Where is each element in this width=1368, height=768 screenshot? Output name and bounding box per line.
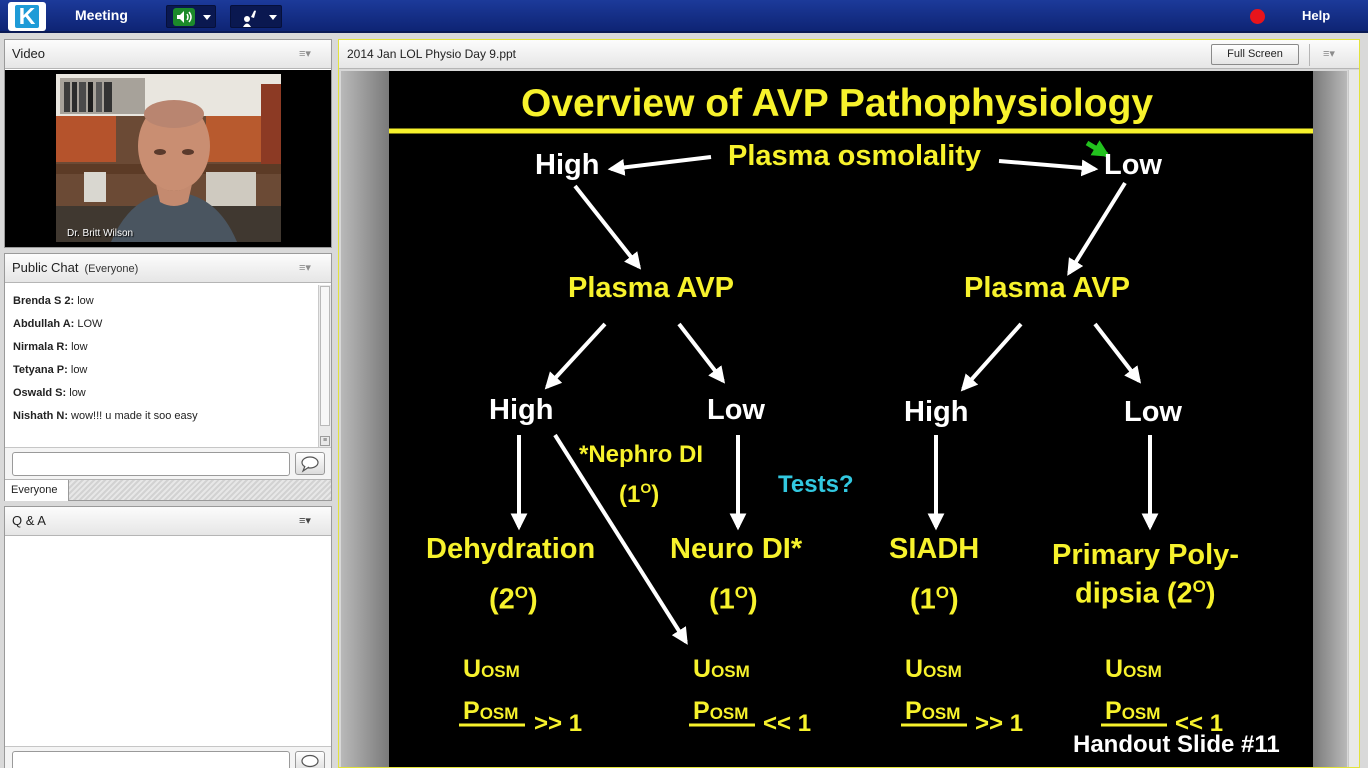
- slide-margin-right: [1313, 71, 1347, 767]
- panel-menu-icon[interactable]: ≡▾: [1323, 48, 1335, 60]
- chat-tab-bar: [5, 479, 331, 500]
- slide-title: Overview of AVP Pathophysiology: [521, 82, 1154, 125]
- ratio-numerator: [905, 657, 962, 682]
- grade-superscript: O: [514, 583, 529, 602]
- ratio-den-letter: P: [905, 697, 922, 725]
- siadh-grade: [910, 584, 959, 615]
- grade-superscript: O: [734, 583, 749, 602]
- qa-question-list: [5, 537, 331, 746]
- ratio-numerator: [463, 657, 520, 682]
- ratio-num-sub: OSM: [1123, 662, 1162, 681]
- chat-message-input[interactable]: [12, 452, 290, 476]
- record-indicator-icon[interactable]: [1250, 9, 1265, 24]
- logo-letter: K: [18, 3, 36, 29]
- ratio-den-sub: OSM: [479, 704, 519, 723]
- right-high-label: High: [904, 396, 969, 428]
- grade-text: (1: [619, 481, 641, 508]
- chat-sender: Nirmala R:: [13, 341, 69, 353]
- header-divider: [1309, 44, 1310, 66]
- ratio-num-letter: U: [693, 655, 712, 683]
- plasma-avp-left-label: Plasma AVP: [568, 272, 735, 304]
- chat-sender: Abdullah A:: [13, 318, 75, 330]
- arrow-low-to-avp: [1069, 183, 1125, 273]
- raise-hand-button[interactable]: [230, 5, 282, 28]
- ratio-denominator: [463, 699, 518, 724]
- ratio-den-sub: OSM: [921, 704, 961, 723]
- neuro-di-label: Neuro DI*: [670, 533, 803, 565]
- tests-label: Tests?: [778, 471, 854, 498]
- qa-input-row: [5, 746, 331, 768]
- arrow-avp-to-high-right: [963, 324, 1021, 389]
- full-screen-button[interactable]: Full Screen: [1211, 44, 1299, 65]
- ratio-num-letter: U: [1105, 655, 1124, 683]
- panel-menu-icon[interactable]: ≡▾: [299, 48, 311, 60]
- chat-text: LOW: [74, 318, 103, 330]
- right-low-label: Low: [1124, 396, 1182, 428]
- send-chat-button[interactable]: [295, 452, 325, 475]
- arrow-high-to-avp: [575, 186, 639, 267]
- dehydration-grade: [489, 584, 538, 615]
- chat-text: low: [67, 364, 88, 376]
- primary-polydipsia-label: Primary Poly-: [1052, 539, 1239, 571]
- arrow-to-low: [999, 161, 1095, 169]
- ratio-denominator: [905, 699, 960, 724]
- video-panel: [4, 39, 332, 248]
- ratio-num-sub: OSM: [923, 662, 962, 681]
- ratio-comparison: >> 1: [975, 710, 1024, 737]
- chat-sender: Nishath N:: [13, 410, 68, 422]
- left-low-label: Low: [707, 394, 765, 426]
- ratio-num-letter: U: [905, 655, 924, 683]
- arrow-avp-to-low-right: [1095, 324, 1139, 381]
- video-panel-header: [5, 40, 331, 69]
- ratio-den-letter: P: [463, 697, 480, 725]
- chat-message: [13, 340, 317, 363]
- chevron-down-icon[interactable]: [203, 15, 211, 20]
- ratio-den-letter: P: [1105, 697, 1122, 725]
- raise-hand-icon: [234, 7, 262, 27]
- presenter-video-feed[interactable]: [56, 74, 281, 242]
- chat-sender: Oswald S:: [13, 387, 67, 399]
- qa-question-input[interactable]: [12, 751, 290, 768]
- ratio-den-sub: OSM: [709, 704, 749, 723]
- presenter-name-label: Dr. Britt Wilson: [67, 228, 134, 239]
- presentation-header: [339, 40, 1359, 69]
- chat-title-text: Public Chat: [12, 260, 79, 275]
- grade-text: (1: [709, 583, 735, 616]
- send-question-button[interactable]: [295, 751, 325, 768]
- grade-close: ): [651, 481, 660, 508]
- panel-menu-icon[interactable]: ≡▾: [299, 515, 311, 527]
- chat-message: [13, 363, 317, 386]
- grade-superscript: O: [935, 583, 950, 602]
- speaker-icon: [170, 7, 198, 27]
- top-toolbar: [0, 0, 1368, 33]
- chat-scope-label: (Everyone): [84, 263, 139, 275]
- chat-message: [13, 386, 317, 409]
- meeting-menu[interactable]: Meeting: [75, 7, 128, 23]
- ratio-num-sub: OSM: [711, 662, 750, 681]
- ratio-den-sub: OSM: [1121, 704, 1161, 723]
- chat-message: [13, 409, 317, 432]
- chat-text: low: [66, 387, 86, 399]
- speech-bubble-icon: [296, 453, 324, 474]
- chat-text: wow!!! u made it soo easy: [68, 410, 198, 422]
- chevron-down-icon[interactable]: [269, 15, 277, 20]
- grade-close: ): [528, 583, 538, 616]
- presentation-panel: [338, 39, 1360, 768]
- left-high-label: High: [489, 394, 554, 426]
- presentation-file-name: 2014 Jan LOL Physio Day 9.ppt: [347, 47, 516, 61]
- handout-slide-label: Handout Slide #11: [1073, 731, 1280, 758]
- chat-text: low: [68, 341, 88, 353]
- top-high-label: High: [535, 149, 600, 181]
- grade-close: ): [1205, 577, 1216, 610]
- tab-everyone[interactable]: Everyone: [5, 480, 69, 501]
- presenter-video-image: [56, 74, 281, 242]
- public-chat-panel: [4, 253, 332, 501]
- chat-sender: Brenda S 2:: [13, 295, 75, 307]
- top-low-label: Low: [1104, 149, 1162, 181]
- ratio-comparison: << 1: [1175, 710, 1224, 737]
- qa-panel-title: Q & A: [12, 513, 46, 528]
- plasma-osmolality-label: Plasma osmolality: [728, 140, 982, 172]
- chat-scrollbar[interactable]: [318, 285, 331, 447]
- neuro-di-grade: [709, 584, 758, 615]
- ratio-numerator: [693, 657, 750, 682]
- speech-bubble-icon: [296, 752, 324, 768]
- chat-sender: Tetyana P:: [13, 364, 68, 376]
- arrow-avp-to-high-left: [547, 324, 605, 387]
- ratio-comparison: >> 1: [534, 710, 583, 737]
- ratio-denominator: [1105, 699, 1160, 724]
- ratio-num-letter: U: [463, 655, 482, 683]
- chat-panel-title: [12, 260, 138, 275]
- chat-panel-header: [5, 254, 331, 283]
- arrow-avp-to-low-left: [679, 324, 723, 381]
- app-logo: [8, 2, 46, 31]
- qa-panel: [4, 506, 332, 768]
- slide-viewport: [341, 71, 1347, 767]
- video-area: [5, 70, 331, 247]
- grade-text: (1: [910, 583, 936, 616]
- chat-message-list: [5, 285, 317, 445]
- siadh-label: SIADH: [889, 533, 980, 565]
- chat-input-row: [5, 447, 331, 479]
- ratio-den-letter: P: [693, 697, 710, 725]
- panel-menu-icon[interactable]: ≡▾: [299, 262, 311, 274]
- chat-text: low: [74, 295, 94, 307]
- grade-text: (2: [489, 583, 515, 616]
- presentation-scrollbar[interactable]: [1348, 70, 1359, 767]
- audio-button[interactable]: [166, 5, 216, 28]
- primary-polydipsia-grade: [1075, 578, 1216, 609]
- arrow-to-high: [611, 157, 711, 169]
- chat-scrollbar-thumb[interactable]: [320, 286, 330, 426]
- grade-text: dipsia (2: [1075, 577, 1193, 610]
- ratio-denominator: [693, 699, 748, 724]
- ratio-numerator: [1105, 657, 1162, 682]
- chat-message: [13, 294, 317, 317]
- dehydration-label: Dehydration: [426, 533, 596, 565]
- grade-superscript: O: [1192, 577, 1206, 596]
- chat-message: [13, 317, 317, 340]
- grade-close: ): [748, 583, 758, 616]
- qa-panel-header: [5, 507, 331, 536]
- ratio-num-sub: OSM: [481, 662, 520, 681]
- ratio-comparison: << 1: [763, 710, 812, 737]
- grade-close: ): [949, 583, 959, 616]
- slide: [389, 71, 1313, 767]
- slide-margin-left: [341, 71, 389, 767]
- plasma-avp-right-label: Plasma AVP: [964, 272, 1131, 304]
- nephro-di-grade: [619, 481, 659, 507]
- scroll-grip-icon[interactable]: ≡: [320, 436, 330, 446]
- nephro-di-label: *Nephro DI: [579, 441, 704, 468]
- help-menu[interactable]: Help: [1302, 8, 1331, 23]
- video-panel-title: Video: [12, 46, 46, 61]
- grade-superscript: O: [640, 480, 652, 496]
